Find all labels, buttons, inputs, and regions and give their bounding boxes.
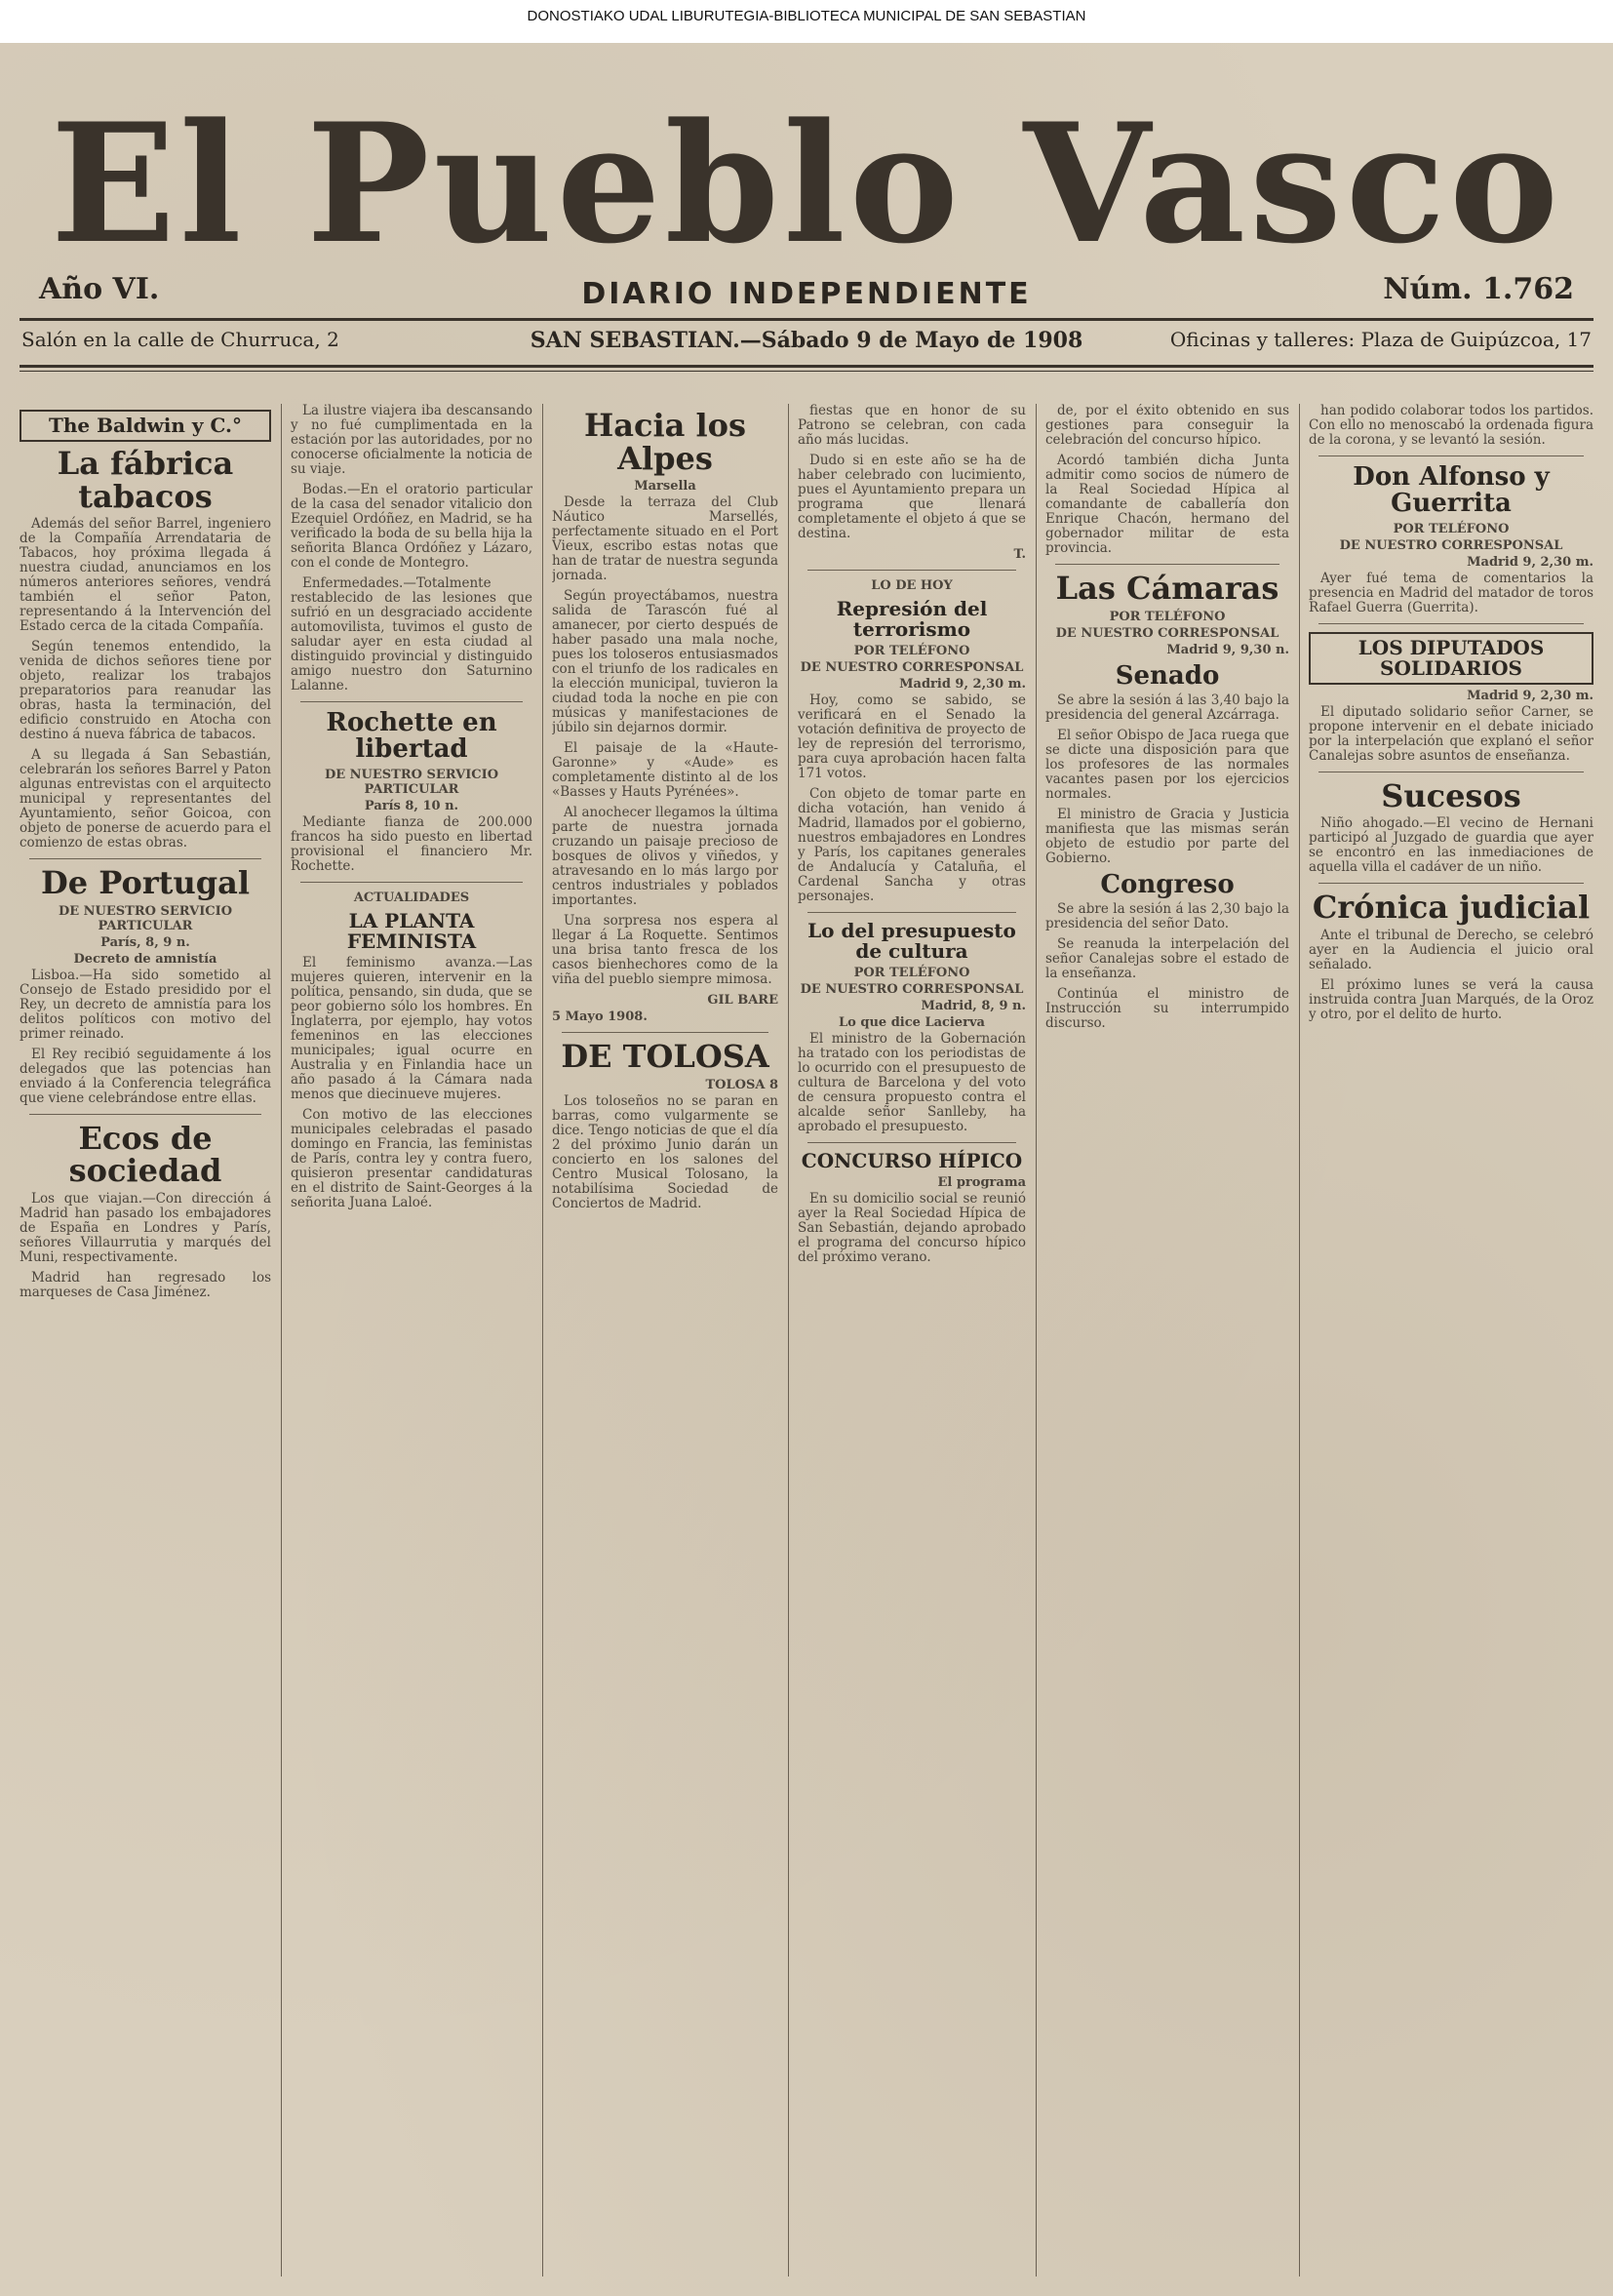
dateline-madrid: Madrid 9, 9,30 n. — [1166, 642, 1289, 657]
headline-represion-terrorismo: Represión del terrorismo — [836, 597, 988, 641]
masthead-subtitle: DIARIO INDEPENDIENTE — [581, 277, 1032, 311]
article-paragraph: Con motivo de las elecciones municipales celebradas el pasado domingo en Francia, las feministas de París, contra ley y contra fuero, quisieron presentar candidaturas en el distrito de Saint-Georges á la señorita Juana Laloé. — [291, 1106, 532, 1210]
article-paragraph: Desde la terraza del Club Náutico Marsellés, perfectamente situado en el Port Vieux, escribo estas notas que han de tratar de nuestra segunda jornada. — [552, 495, 778, 584]
article-paragraph: Se abre la sesión á las 2,30 bajo la presidencia del señor Dato. — [1045, 901, 1289, 932]
article-separator — [1318, 623, 1584, 624]
issue-number: Núm. 1.762 — [1383, 272, 1574, 306]
service-label: POR TELÉFONO — [1393, 521, 1510, 536]
article-paragraph: han podido colaborar todos los partidos. Con ello no menoscabó la ordenada figura de la corona, y se levantó la sesión. — [1309, 404, 1593, 448]
headline-las-camaras: Las Cámaras — [1055, 570, 1279, 607]
section-lo-de-hoy: LO DE HOY — [871, 578, 953, 593]
article-separator — [29, 858, 261, 859]
subheading-lacierva: Lo que dice Lacierva — [839, 1015, 985, 1030]
article-paragraph: Hoy, como se sabido, se verificará en el Senado la votación definitiva de proyecto de ley de represión del terrorismo, para cuya aprobación hacen falta 171 votos. — [798, 693, 1026, 781]
column-1 — [20, 404, 271, 2276]
column-2 — [291, 404, 532, 2276]
headline-congreso: Congreso — [1100, 869, 1235, 899]
subheading-amnistia: Decreto de amnistía — [73, 951, 217, 967]
article-paragraph: Lisboa.—Ha sido sometido al Consejo de Estado presidido por el Rey, un decreto de amnistía para los delitos políticos con motivo del primer reinado. — [20, 967, 271, 1042]
masthead-rule-top — [20, 318, 1593, 321]
baldwin-advertisement: The Baldwin y C.° — [20, 410, 271, 442]
library-credit: DONOSTIAKO UDAL LIBURUTEGIA-BIBLIOTECA MUNICIPAL DE SAN SEBASTIAN — [0, 0, 1613, 33]
article-paragraph: Mediante fianza de 200.000 francos ha sido puesto en libertad provisional el financiero Mr. Rochette. — [291, 813, 532, 874]
article-paragraph: El ministro de la Gobernación ha tratado con los periodistas de lo ocurrido con el presupuesto de cultura de Barcelona y del voto de censura propuesto contra el alcalde señor Sanlleby, ha aprobado el presupuesto. — [798, 1031, 1026, 1134]
article-separator — [807, 570, 1016, 571]
article-paragraph: El paisaje de la «Haute-Garonne» y «Aude» es completamente distinto al de los «Basses y Hauts Pyrénées». — [552, 740, 778, 801]
dateline-paris: París, 8, 9 n. — [100, 934, 190, 950]
article-paragraph: El Rey recibió seguidamente á los delegados que las potencias han enviado á la Conferencia telegráfica que viene celebrándose entre ellas. — [20, 1046, 271, 1106]
headline-senado: Senado — [1115, 660, 1220, 691]
masthead-rule-bottom — [20, 365, 1593, 368]
address-left: Salón en la calle de Churruca, 2 — [21, 328, 339, 351]
headline-cronica-judicial: Crónica judicial — [1312, 889, 1591, 927]
service-label: DE NUESTRO CORRESPONSAL — [800, 660, 1024, 675]
article-paragraph: Ante el tribunal de Derecho, se celebró ayer en la Audiencia el juicio oral señalado. — [1309, 927, 1593, 972]
article-paragraph: Una sorpresa nos espera al llegar á La Roquette. Sentimos una brisa tanto fresca de los casos bienhechores como de la viña del pueblo siempre mimosa. — [552, 913, 778, 988]
subheading-programa: El programa — [937, 1175, 1026, 1190]
article-paragraph: Se reanuda la interpelación del señor Canalejas sobre el estado de la enseñanza. — [1045, 936, 1289, 982]
article-paragraph: Madrid han regresado los marqueses de Casa Jiménez. — [20, 1269, 271, 1300]
article-paragraph: El feminismo avanza.—Las mujeres quieren, intervenir en la política, pensando, sin duda, que se peor gobierno sólo los hombres. En Inglaterra, por ejemplo, hay votos femeninos en las elecciones municipales; igual ocurre en Australia y en Finlandia hace un año pasado á la Cámara nada menos que diecinueve mujeres. — [291, 954, 532, 1102]
headline-fabrica-tabacos: La fábrica tabacos — [57, 445, 234, 515]
headline-planta-feminista: LA PLANTA FEMINISTA — [346, 908, 477, 953]
article-separator — [1318, 883, 1584, 884]
article-paragraph: Según proyectábamos, nuestra salida de Tarascón fué al amanecer, por cierto después de haber pasado una mala noche, pues los toloseros entusiasmados con el triunfo de los radicales en la elección municipal, tuvieron la ciudad toda la noche en pie con músicas y manifestaciones de júbilo sin dejarnos dormir. — [552, 588, 778, 736]
article-paragraph: Al anochecer llegamos la última parte de nuestra jornada cruzando un paisaje precioso de bosques de olivos y viñedos, y atravesando en lo más largo por centros industriales y poblados importantes. — [552, 805, 778, 909]
article-paragraph: Según tenemos entendido, la venida de dichos señores tiene por objeto, realizar los trabajos preparatorios para reanudar las obras, hasta la terminación, del edificio construido en Atocha con destino á nueva fábrica de tabacos. — [20, 639, 271, 743]
article-paragraph: Enfermedades.—Totalmente restablecido de las lesiones que sufrió en un desgraciado accidente automovilista, tuvimos el gusto de saludar ayer en esta ciudad al distinguido provincial y distinguido amigo nuestro don Saturnino Lalanne. — [291, 575, 532, 693]
article-paragraph: Ayer fué tema de comentarios la presencia en Madrid del matador de toros Rafael Guerra (Guerrita). — [1309, 570, 1593, 615]
article-paragraph: Los toloseños no se paran en barras, como vulgarmente se dice. Tengo noticias de que el día 2 del próximo Junio darán un concierto en los salones del Centro Musical Tolosano, la notabilísima Sociedad de Conciertos de Madrid. — [552, 1092, 778, 1211]
service-label: DE NUESTRO SERVICIO PARTICULAR — [324, 767, 499, 797]
article-paragraph: En su domicilio social se reunió ayer la Real Sociedad Hípica de San Sebastián, dejando aprobado el programa del concurso hípico del próximo verano. — [798, 1191, 1026, 1265]
article-separator — [300, 882, 523, 883]
headline-concurso-hipico: CONCURSO HÍPICO — [801, 1149, 1023, 1172]
service-label: POR TELÉFONO — [1109, 609, 1226, 624]
article-separator — [1318, 455, 1584, 456]
author-signature: T. — [1013, 547, 1026, 562]
dateline-tolosa: TOLOSA 8 — [705, 1077, 778, 1092]
article-paragraph: Bodas.—En el oratorio particular de la casa del senador vitalicio don Ezequiel Ordóñez, en Madrid, se ha verificado la boda de su bella hija la señorita Blanca Ordóñez y Lázaro, con el conde de Montegro. — [291, 482, 532, 571]
section-actualidades: ACTUALIDADES — [353, 890, 470, 905]
service-label: POR TELÉFONO — [853, 644, 970, 658]
newspaper-page — [0, 43, 1613, 2296]
article-paragraph: El ministro de Gracia y Justicia manifiesta que las mismas serán objeto de estudio por parte del Gobierno. — [1045, 806, 1289, 866]
article-separator — [562, 1032, 768, 1033]
column-divider — [1036, 404, 1037, 2276]
address-right: Oficinas y talleres: Plaza de Guipúzcoa, 17 — [1169, 328, 1592, 351]
column-divider — [542, 404, 543, 2276]
column-6 — [1309, 404, 1593, 2276]
article-paragraph: El diputado solidario señor Carner, se propone intervenir en el debate iniciado por la interpelación que explanó el señor Canalejas sobre asuntos de enseñanza. — [1309, 703, 1593, 764]
article-separator — [1055, 564, 1279, 565]
article-date: 5 Mayo 1908. — [552, 1009, 648, 1025]
headline-alfonso-guerrita: Don Alfonso y Guerrita — [1353, 462, 1550, 519]
column-divider — [1299, 404, 1300, 2276]
column-5 — [1045, 404, 1289, 2276]
article-paragraph: Además del señor Barrel, ingeniero de la Compañía Arrendataria de Tabacos, hoy próxima llegada á nuestra ciudad, anunciamos en los números anteriores señores, vendrá también el señor Paton, representando á la Intervención del Estado cerca de la citada Compañía. — [20, 516, 271, 635]
article-paragraph: La ilustre viajera iba descansando y no fué cumplimentada en la estación por las autoridades, por no conocerse oficialmente la noticia de su viaje. — [291, 404, 532, 477]
article-separator — [807, 912, 1016, 913]
service-label: DE NUESTRO CORRESPONSAL — [1055, 625, 1279, 641]
author-signature: GIL BARE — [707, 993, 778, 1009]
service-label: DE NUESTRO CORRESPONSAL — [800, 982, 1024, 997]
article-paragraph: de, por el éxito obtenido en sus gestiones para conseguir la celebración del concurso hípico. — [1045, 404, 1289, 448]
headline-de-tolosa: DE TOLOSA — [561, 1038, 769, 1076]
article-paragraph: Continúa el ministro de Instrucción su interrumpido discurso. — [1045, 986, 1289, 1032]
column-4 — [798, 404, 1026, 2276]
article-paragraph: Niño ahogado.—El vecino de Hernani participó al Juzgado de guardia que ayer se encontró en las inmediaciones de aquella villa el cadáver de un niño. — [1309, 815, 1593, 876]
headline-rochette: Rochette en libertad — [326, 708, 497, 765]
dateline-madrid: Madrid 9, 2,30 m. — [1467, 554, 1593, 570]
service-label: DE NUESTRO CORRESPONSAL — [1339, 537, 1563, 553]
article-paragraph: Acordó también dicha Junta admitir como socios de número de la Real Sociedad Hípica al comandante de caballería don Enrique Chacón, hermano del gobernador militar de esta provincia. — [1045, 453, 1289, 556]
headline-diputados-solidarios: LOS DIPUTADOS SOLIDARIOS — [1309, 632, 1593, 685]
dateline-madrid: Madrid 9, 2,30 m. — [1467, 688, 1593, 703]
article-paragraph: Con objeto de tomar parte en dicha votación, han venido á Madrid, llamados por el gobierno, nuestros embajadores en Londres y París, los capitanes generales de Andalucía y Cataluña, el Cardenal Sancha y otras personajes. — [798, 786, 1026, 904]
column-divider — [281, 404, 282, 2276]
dateline-madrid: Madrid 9, 2,30 m. — [899, 677, 1026, 692]
masthead-title: El Pueblo Vasco — [50, 87, 1563, 280]
headline-de-portugal: De Portugal — [41, 864, 250, 902]
service-label: POR TELÉFONO — [853, 966, 970, 980]
column-divider — [788, 404, 789, 2276]
article-paragraph: Dudo si en este año se ha de haber celebrado con lucimiento, pues el Ayuntamiento prepara un programa que llenará completamente el objeto á que se destina. — [798, 453, 1026, 541]
article-paragraph: fiestas que en honor de su Patrono se celebran, con cada año más lucidas. — [798, 404, 1026, 448]
service-label: DE NUESTRO SERVICIO PARTICULAR — [58, 903, 233, 933]
article-paragraph: Se abre la sesión á las 3,40 bajo la presidencia del general Azcárraga. — [1045, 692, 1289, 723]
subheading-marsella: Marsella — [634, 479, 696, 495]
article-paragraph: El próximo lunes se verá la causa instruida contra Juan Marqués, de la Oroz y otro, por el delito de hurto. — [1309, 976, 1593, 1022]
dateline-madrid: Madrid, 8, 9 n. — [921, 999, 1026, 1013]
headline-ecos-sociedad: Ecos de sociedad — [68, 1119, 222, 1190]
year-label: Año VI. — [39, 272, 160, 306]
dateline: SAN SEBASTIAN.—Sábado 9 de Mayo de 1908 — [530, 328, 1083, 353]
article-separator — [29, 1114, 261, 1115]
column-3 — [552, 404, 778, 2276]
article-paragraph: Los que viajan.—Con dirección á Madrid han pasado los embajadores de España en Londres y París, señores Villaurrutia y marqués del Muni, respectivamente. — [20, 1190, 271, 1265]
article-separator — [300, 701, 523, 702]
masthead-rule-thin — [20, 371, 1593, 372]
headline-hacia-alpes: Hacia los Alpes — [584, 407, 746, 477]
article-paragraph: El señor Obispo de Jaca ruega que se dicte una disposición para que los profesores de las normales vacantes pasen por los ejercicios normales. — [1045, 727, 1289, 802]
headline-presupuesto-cultura: Lo del presupuesto de cultura — [807, 919, 1016, 963]
article-separator — [807, 1142, 1016, 1143]
article-paragraph: A su llegada á San Sebastián, celebrarán los señores Barrel y Paton algunas entrevistas con el arquitecto municipal y representantes del Ayuntamiento, señor Goicoa, con objeto de ponerse de acuerdo para el comienzo de estas obras. — [20, 747, 271, 851]
headline-sucesos: Sucesos — [1381, 776, 1521, 814]
dateline-paris: París 8, 10 n. — [364, 798, 459, 813]
